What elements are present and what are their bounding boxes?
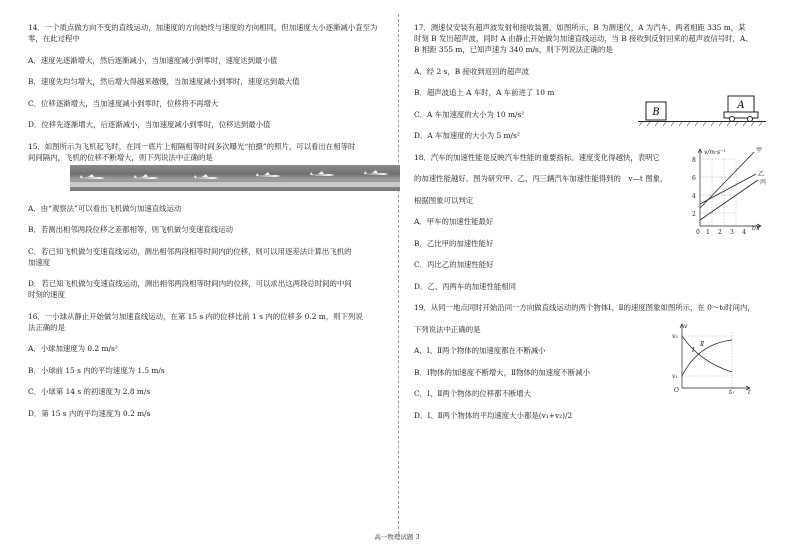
label-bing: 丙 [760,178,767,186]
xtick-0: 0 [696,228,700,236]
q17-option-b: B．超声波追上 A 车时，A 车前进了 10 m [414,88,555,97]
question-19 [414,302,766,421]
q15-option-d-line2: 时刻的速度 [28,290,65,299]
q19-option-b: B．Ⅰ物体的加速度不断增大，Ⅱ物体的加速度不断减小 [414,367,590,377]
q18-stem-line1: 18．汽车的加速性能是反映汽车性能的重要指标。速度变化得越快，表明它 [414,152,660,162]
q14-option-c: C．位移逐渐增大，当加速度减小到零时，位移将不再增大 [28,98,219,108]
ytick-8: 8 [692,156,696,164]
xtick-2: 2 [718,228,722,236]
airplane-multiexposure-photo [70,165,400,191]
q18-stem-line3: 根据图象可以判定 [414,195,474,205]
question-17 [414,22,766,141]
fig-label-a: A [737,100,745,111]
q17-option-c: C．A 车加速度的大小为 10 m/s² [414,109,525,119]
xtick-3: 3 [730,228,734,236]
q15-option-d-line1: D．若已知飞机做匀变速直线运动，测出相邻两段相等时间内的位移，可以求出这两段总时间的中间 [28,279,352,288]
airplane-icon [192,173,220,181]
label-jia: 甲 [756,146,763,154]
q16-option-c: C．小球第 14 s 的初速度为 2.8 m/s [28,387,151,396]
airplane-icon [254,171,282,179]
runway [70,182,400,187]
question-18 [414,146,767,292]
q18-option-a: A．甲车的加速性能最好 [414,217,494,226]
page-footer: 高一物理试题 3 [374,533,420,541]
q19-stem-line2: 下列说法中正确的是 [414,324,481,334]
q18-option-c: C．丙比乙的加速性能好 [414,260,494,269]
q17-option-d: D．A 车加速度的大小为 5 m/s² [414,131,520,140]
xtick-1: 1 [706,228,710,236]
label-v1: v₁ [672,373,678,380]
label-yi: 乙 [758,170,765,178]
left-column [28,22,380,429]
airplane-icon [132,173,160,181]
q19-option-d: D．Ⅰ、Ⅱ两个物体的平均速度大小都是(v₁+v₂)/2 [414,410,573,420]
airplane-icon [362,169,390,177]
xtick-4: 4 [742,228,746,236]
q14-stem-line2: 零，在此过程中 [28,34,80,43]
ytick-6: 6 [692,174,696,182]
airplane-icon [78,173,106,181]
wheel-icon [748,117,753,122]
q14-stem-line1: 14．一个质点做方向不变的直线运动，加速度的方向始终与速度的方向相同，但加速度大小逐渐减小直至为 [28,23,378,32]
q15-option-c-line2: 加速度 [28,257,51,267]
axis-v: v [684,323,688,330]
q16-option-a: A．小球加速度为 0.2 m/s² [28,344,118,353]
q19-option-a: A．Ⅰ、Ⅱ两个物体的加速度都在不断减小 [414,346,546,355]
vt-graph-three-cars [690,146,770,240]
q16-stem-line1: 16．一小球从静止开始做匀加速直线运动，在第 15 s 内的位移比前 1 s 内的位移多 0.2 m，则下列说 [28,311,363,321]
ytick-4: 4 [692,192,696,200]
column-divider [398,14,399,534]
q15-option-a: A．由“观察法”可以看出飞机做匀加速直线运动 [28,203,182,213]
q14-option-b: B．速度先均匀增大，然后增大得越来越慢，当加速度减小到零时，速度达到最大值 [28,77,300,86]
fig-label-b: B [652,107,660,118]
label-t0: t₀ [729,389,734,394]
wheel-icon [730,117,735,122]
right-column [414,22,766,431]
axis-t: t [748,389,751,394]
label-v2: v₂ [672,333,678,340]
airplane-icon [308,170,336,178]
q18-option-b: B．乙比甲的加速性能好 [414,238,494,248]
q18-stem-line2: 的加速性能越好。图为研究甲、乙、丙三辆汽车加速性能得到的 v—t 图象， [414,174,668,183]
q15-stem-line1: 15．如图所示为飞机起飞时，在同一底片上相隔相等时间多次曝光“拍摄”的照片，可以看出在相等时 [28,141,356,151]
q14-option-a: A．速度先逐渐增大，然后逐渐减小，当加速度减小到零时，速度达到最小值 [28,55,278,65]
q16-stem-line2: 法正确的是 [28,322,65,332]
question-16 [28,311,380,419]
q19-stem-line1: 19．从同一地点同时开始沿同一方向做直线运动的两个物体Ⅰ、Ⅱ的速度图象如图所示，在 0～t₀时间内， [414,303,755,312]
q15-option-c-line1: C．若已知飞机做匀变速直线运动，测出相邻两段相等时间内的位移，则可以用逐差法计算出飞机的 [28,246,352,256]
label-II: Ⅱ [700,341,705,348]
q14-option-d: D．位移先逐渐增大，后逐渐减小，当加速度减小到零时，位移达到最小值 [28,120,271,129]
line-bing [700,180,758,220]
q17-stem-line3: B 相距 355 m，已知声速为 340 m/s，则下列说法正确的是 [414,45,613,54]
q16-option-d: D．第 15 s 内的平均速度为 0.2 m/s [28,408,151,418]
origin-o: O [674,387,679,394]
graph-xlabel: t/s [752,224,760,232]
speed-gun-car-figure [636,92,768,132]
ytick-2: 2 [692,210,696,218]
question-15 [28,141,380,301]
q18-option-d: D．乙、丙两车的加速性能相同 [414,281,517,291]
label-I: Ⅰ [692,347,695,354]
q19-option-c: C．Ⅰ、Ⅱ两个物体的位移都不断增大 [414,389,532,398]
q17-stem-line1: 17．测速仪安装有超声波发射和接收装置，如图所示，B 为测速仪，A 为汽车，两者相距 335 m，某 [414,23,746,32]
graph-ylabel: v/m·s⁻¹ [704,148,726,156]
q17-option-a: A．经 2 s，B 接收到返回的超声波 [414,66,529,76]
q17-stem-line2: 时刻 B 发出超声波，同时 A 由静止开始做匀加速直线运动，当 B 接收到反射回来的超声波信号时，A、 [414,34,753,43]
q16-option-b: B．小球前 15 s 内的平均速度为 1.5 m/s [28,365,165,375]
q15-option-b: B．若测出相邻两段位移之差都相等，则飞机做匀变速直线运动 [28,225,233,234]
question-14 [28,22,380,130]
vt-graph-two-objects [670,322,754,394]
q15-stem-line2: 间间隔内，飞机的位移不断增大，则下列说法中正确的是 [28,152,213,162]
